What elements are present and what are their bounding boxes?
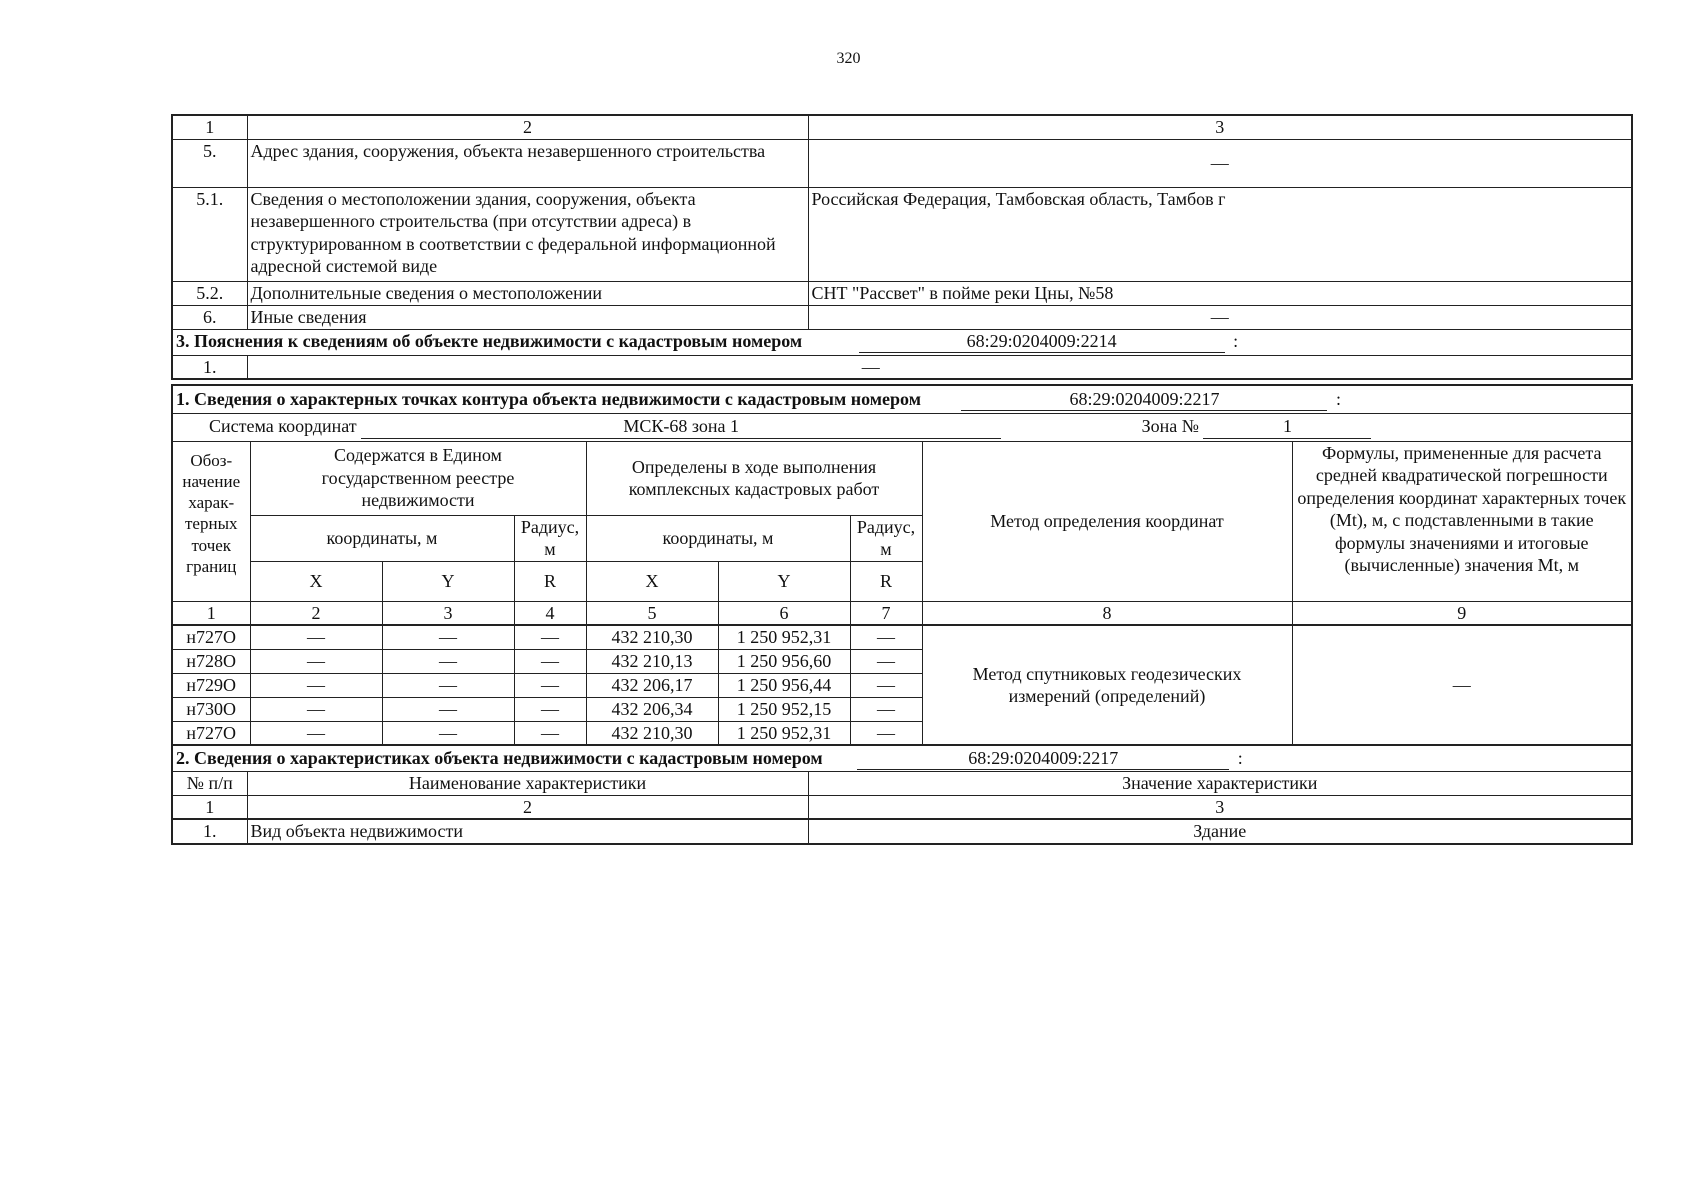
point-r2: — <box>850 721 922 745</box>
row-name: Вид объекта недвижимости <box>247 819 808 844</box>
row-value: — <box>808 139 1632 187</box>
column-number-row <box>172 601 1632 625</box>
header-row <box>172 441 1632 515</box>
point-y1: — <box>382 625 514 649</box>
cadastral-sheet <box>171 114 1633 845</box>
number-header: № п/п <box>172 771 247 795</box>
coords-header: координаты, м <box>250 515 514 561</box>
section1-title: 1. Сведения о характерных точках контура объекта недвижимости с кадастровым номером <box>176 388 921 409</box>
col-number-cell: 8 <box>922 601 1292 625</box>
coord-system-value: МСК-68 зона 1 <box>361 415 1001 439</box>
point-x2: 432 210,30 <box>586 721 718 745</box>
col-number-cell: 5 <box>586 601 718 625</box>
col-number-cell: 7 <box>850 601 922 625</box>
col-number-cell: 4 <box>514 601 586 625</box>
page-number: 320 <box>836 50 861 67</box>
point-x1: — <box>250 697 382 721</box>
col-number-cell: 3 <box>808 795 1632 819</box>
point-y2: 1 250 956,60 <box>718 649 850 673</box>
table-row <box>172 355 1632 379</box>
point-x2: 432 210,13 <box>586 649 718 673</box>
point-x1: — <box>250 721 382 745</box>
col-number-cell: 6 <box>718 601 850 625</box>
col-number-cell: 2 <box>250 601 382 625</box>
point-name: н730О <box>172 697 250 721</box>
section1-cadastral-number: 68:29:0204009:2217 <box>961 388 1327 412</box>
column-number-row <box>172 795 1632 819</box>
kkr-header: Определены в ходе выполнения комплексных кадастровых работ <box>586 441 922 515</box>
coord-system-label: Система координат <box>209 416 357 437</box>
point-y1: — <box>382 673 514 697</box>
section2-colon: : <box>1237 747 1243 768</box>
row-value: — <box>247 355 1632 379</box>
point-y1: — <box>382 649 514 673</box>
point-y1: — <box>382 697 514 721</box>
value-header: Значение характеристики <box>808 771 1632 795</box>
location-table <box>171 114 1633 380</box>
point-x2: 432 206,17 <box>586 673 718 697</box>
zone-label: Зона № <box>1141 416 1199 437</box>
characteristics-table <box>171 744 1633 845</box>
col-number-cell: 1 <box>172 795 247 819</box>
section-title-row <box>172 385 1632 413</box>
row-value: — <box>808 305 1632 329</box>
col-number-cell: 3 <box>382 601 514 625</box>
row-number: 1. <box>172 355 247 379</box>
section2-cadastral-number: 68:29:0204009:2217 <box>857 747 1229 771</box>
y-header: Y <box>718 561 850 601</box>
row-value: Российская Федерация, Тамбовская область, Тамбов г <box>808 187 1632 281</box>
col-number-cell: 1 <box>172 601 250 625</box>
point-y2: 1 250 956,44 <box>718 673 850 697</box>
section2-title: 2. Сведения о характеристиках объекта недвижимости с кадастровым номером <box>176 747 823 768</box>
column-number-row <box>172 115 1632 139</box>
point-name: н728О <box>172 649 250 673</box>
formulas-value: — <box>1292 625 1632 745</box>
table-row <box>172 305 1632 329</box>
row-name: Иные сведения <box>247 305 808 329</box>
section-title-row <box>172 329 1632 355</box>
row-value: СНТ "Рассвет" в пойме реки Цны, №58 <box>808 281 1632 305</box>
col-number-cell: 1 <box>172 115 247 139</box>
point-r1: — <box>514 625 586 649</box>
coord-system-row <box>172 413 1632 441</box>
row-value: Здание <box>808 819 1632 844</box>
col-number-cell: 2 <box>247 795 808 819</box>
section-title-row <box>172 745 1632 771</box>
table-row <box>172 187 1632 281</box>
point-r1: — <box>514 673 586 697</box>
col-number-cell: 3 <box>808 115 1632 139</box>
row-number: 5.1. <box>172 187 247 281</box>
point-name: н729О <box>172 673 250 697</box>
row-name: Адрес здания, сооружения, объекта незавершенного строительства <box>247 139 808 187</box>
point-y2: 1 250 952,31 <box>718 625 850 649</box>
point-r1: — <box>514 697 586 721</box>
x-header: X <box>250 561 382 601</box>
point-x1: — <box>250 649 382 673</box>
point-y2: 1 250 952,15 <box>718 697 850 721</box>
method-value: Метод спутниковых геодезических измерений (определений) <box>922 625 1292 745</box>
point-x1: — <box>250 673 382 697</box>
point-name: н727О <box>172 625 250 649</box>
point-r2: — <box>850 625 922 649</box>
name-header: Наименование характеристики <box>247 771 808 795</box>
point-x2: 432 206,34 <box>586 697 718 721</box>
section3-title: 3. Пояснения к сведениям об объекте недвижимости с кадастровым номером <box>176 330 803 351</box>
r-header: R <box>850 561 922 601</box>
point-y1: — <box>382 721 514 745</box>
table-row <box>172 139 1632 187</box>
egrn-header: Содержатся в Едином государственном реестре недвижимости <box>250 441 586 515</box>
method-header: Метод определения координат <box>922 441 1292 601</box>
coordinates-table <box>171 384 1633 746</box>
header-row <box>172 771 1632 795</box>
point-y2: 1 250 952,31 <box>718 721 850 745</box>
zone-value: 1 <box>1203 415 1371 439</box>
point-r2: — <box>850 697 922 721</box>
row-number: 5. <box>172 139 247 187</box>
coords-header: координаты, м <box>586 515 850 561</box>
section1-colon: : <box>1335 388 1341 409</box>
point-x1: — <box>250 625 382 649</box>
row-name: Сведения о местоположении здания, сооружения, объекта незавершенного строительства (при отсутствии адреса) в структурированном в соответствии с федеральной информационной адресной системой виде <box>247 187 808 281</box>
point-x2: 432 210,30 <box>586 625 718 649</box>
radius-header: Радиус, м <box>514 515 586 561</box>
row-number: 1. <box>172 819 247 844</box>
row-number: 5.2. <box>172 281 247 305</box>
row-number: 6. <box>172 305 247 329</box>
point-r1: — <box>514 649 586 673</box>
table-row <box>172 281 1632 305</box>
point-name: н727О <box>172 721 250 745</box>
point-r1: — <box>514 721 586 745</box>
x-header: X <box>586 561 718 601</box>
point-row <box>172 625 1632 649</box>
radius-header: Радиус, м <box>850 515 922 561</box>
designation-header: Обоз-начение харак-терных точек границ <box>172 441 250 601</box>
section3-colon: : <box>1233 330 1239 351</box>
r-header: R <box>514 561 586 601</box>
point-r2: — <box>850 649 922 673</box>
y-header: Y <box>382 561 514 601</box>
col-number-cell: 9 <box>1292 601 1632 625</box>
point-r2: — <box>850 673 922 697</box>
row-name: Дополнительные сведения о местоположении <box>247 281 808 305</box>
section3-cadastral-number: 68:29:0204009:2214 <box>859 330 1225 354</box>
table-row <box>172 819 1632 844</box>
col-number-cell: 2 <box>247 115 808 139</box>
formulas-header: Формулы, примененные для расчета средней квадратической погрешности определения координат характерных точек (Mt), м, с подставленными в такие формулы значениями и итоговые (вычисленные) значения Mt, м <box>1292 441 1632 601</box>
